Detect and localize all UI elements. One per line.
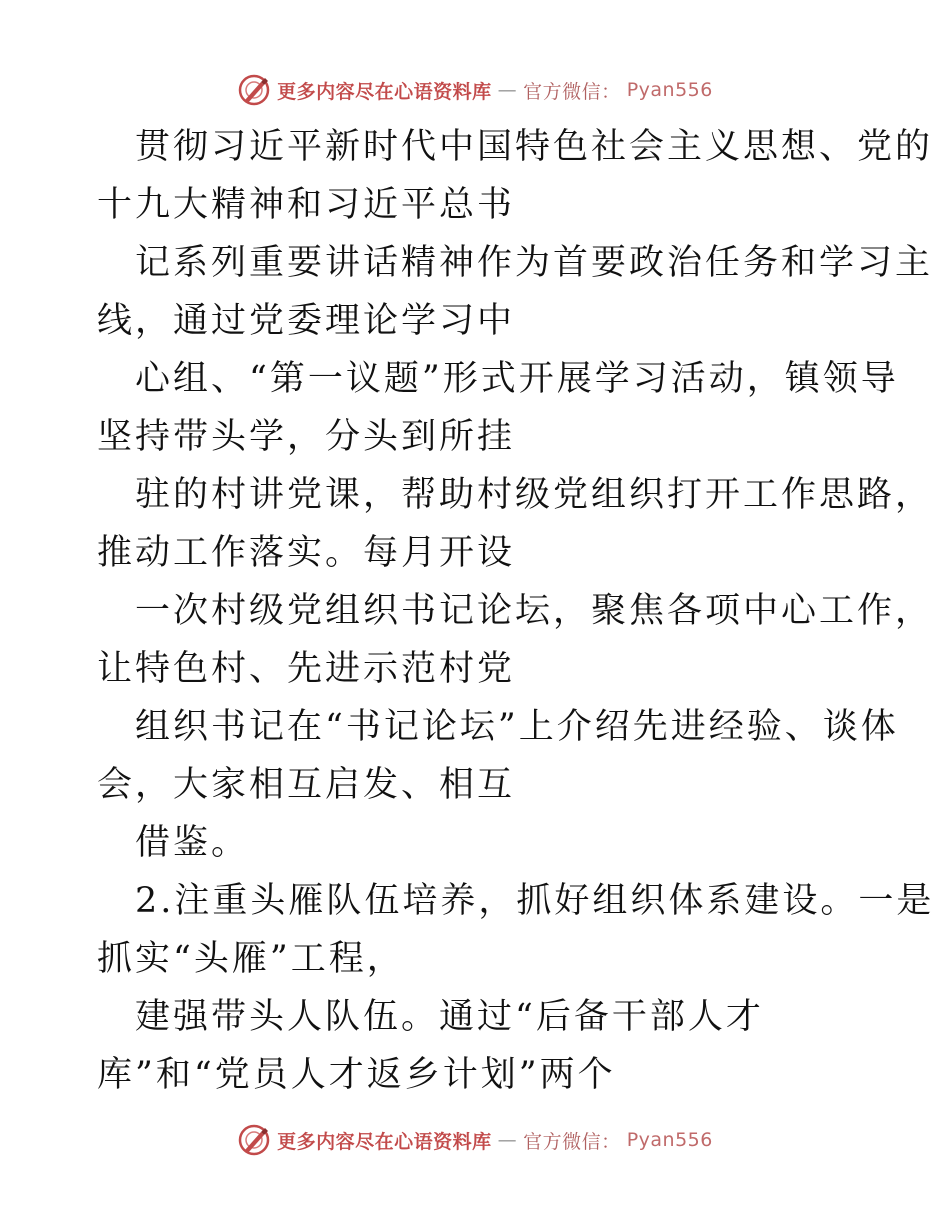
text-line: 一次村级党组织书记论坛，聚焦各项中心工作，: [135, 591, 934, 631]
footer-watermark: [0, 1120, 950, 1160]
text-line: 建强带头人队伍。通过“后备干部人才: [135, 997, 764, 1037]
watermark-wechat-id: Pyan556: [626, 1129, 713, 1151]
watermark-dash: —: [497, 79, 518, 101]
text-line: 库”和“党员人才返乡计划”两个: [97, 1055, 616, 1095]
text-line: 记系列重要讲话精神作为首要政治任务和学习主: [135, 243, 934, 283]
text-line: 坚持带头学，分头到所挂: [97, 417, 516, 457]
watermark-wechat-label: 官方微信：: [523, 1130, 621, 1153]
text-line: 让特色村、先进示范村党: [97, 649, 516, 689]
text-line: 借鉴。: [135, 823, 250, 863]
text-line: 贯彻习近平新时代中国特色社会主义思想、党的: [135, 127, 934, 167]
header-watermark: [0, 70, 950, 110]
text-line: 推动工作落实。每月开设: [97, 533, 516, 573]
text-line: 组织书记在“书记论坛”上介绍先进经验、谈体: [135, 707, 899, 747]
pen-logo-icon: [237, 73, 271, 107]
text-line: 驻的村讲党课，帮助村级党组织打开工作思路，: [135, 475, 934, 515]
text-line: 抓实“头雁”工程，: [97, 939, 405, 979]
document-body: [97, 118, 935, 1104]
text-line: 十九大精神和习近平总书: [97, 185, 516, 225]
text-line: 心组、“第一议题”形式开展学习活动，镇领导: [135, 359, 899, 399]
text-line: 会，大家相互启发、相互: [97, 765, 516, 805]
watermark-title: 更多内容尽在心语资料库: [277, 80, 492, 103]
watermark-dash: —: [497, 1129, 518, 1151]
text-line: 2.注重头雁队伍培养，抓好组织体系建设。一是: [135, 881, 935, 921]
watermark-title: 更多内容尽在心语资料库: [277, 1130, 492, 1153]
pen-logo-icon: [237, 1123, 271, 1157]
watermark-wechat-id: Pyan556: [626, 79, 713, 101]
watermark-wechat-label: 官方微信：: [523, 80, 621, 103]
text-line: 线，通过党委理论学习中: [97, 301, 516, 341]
